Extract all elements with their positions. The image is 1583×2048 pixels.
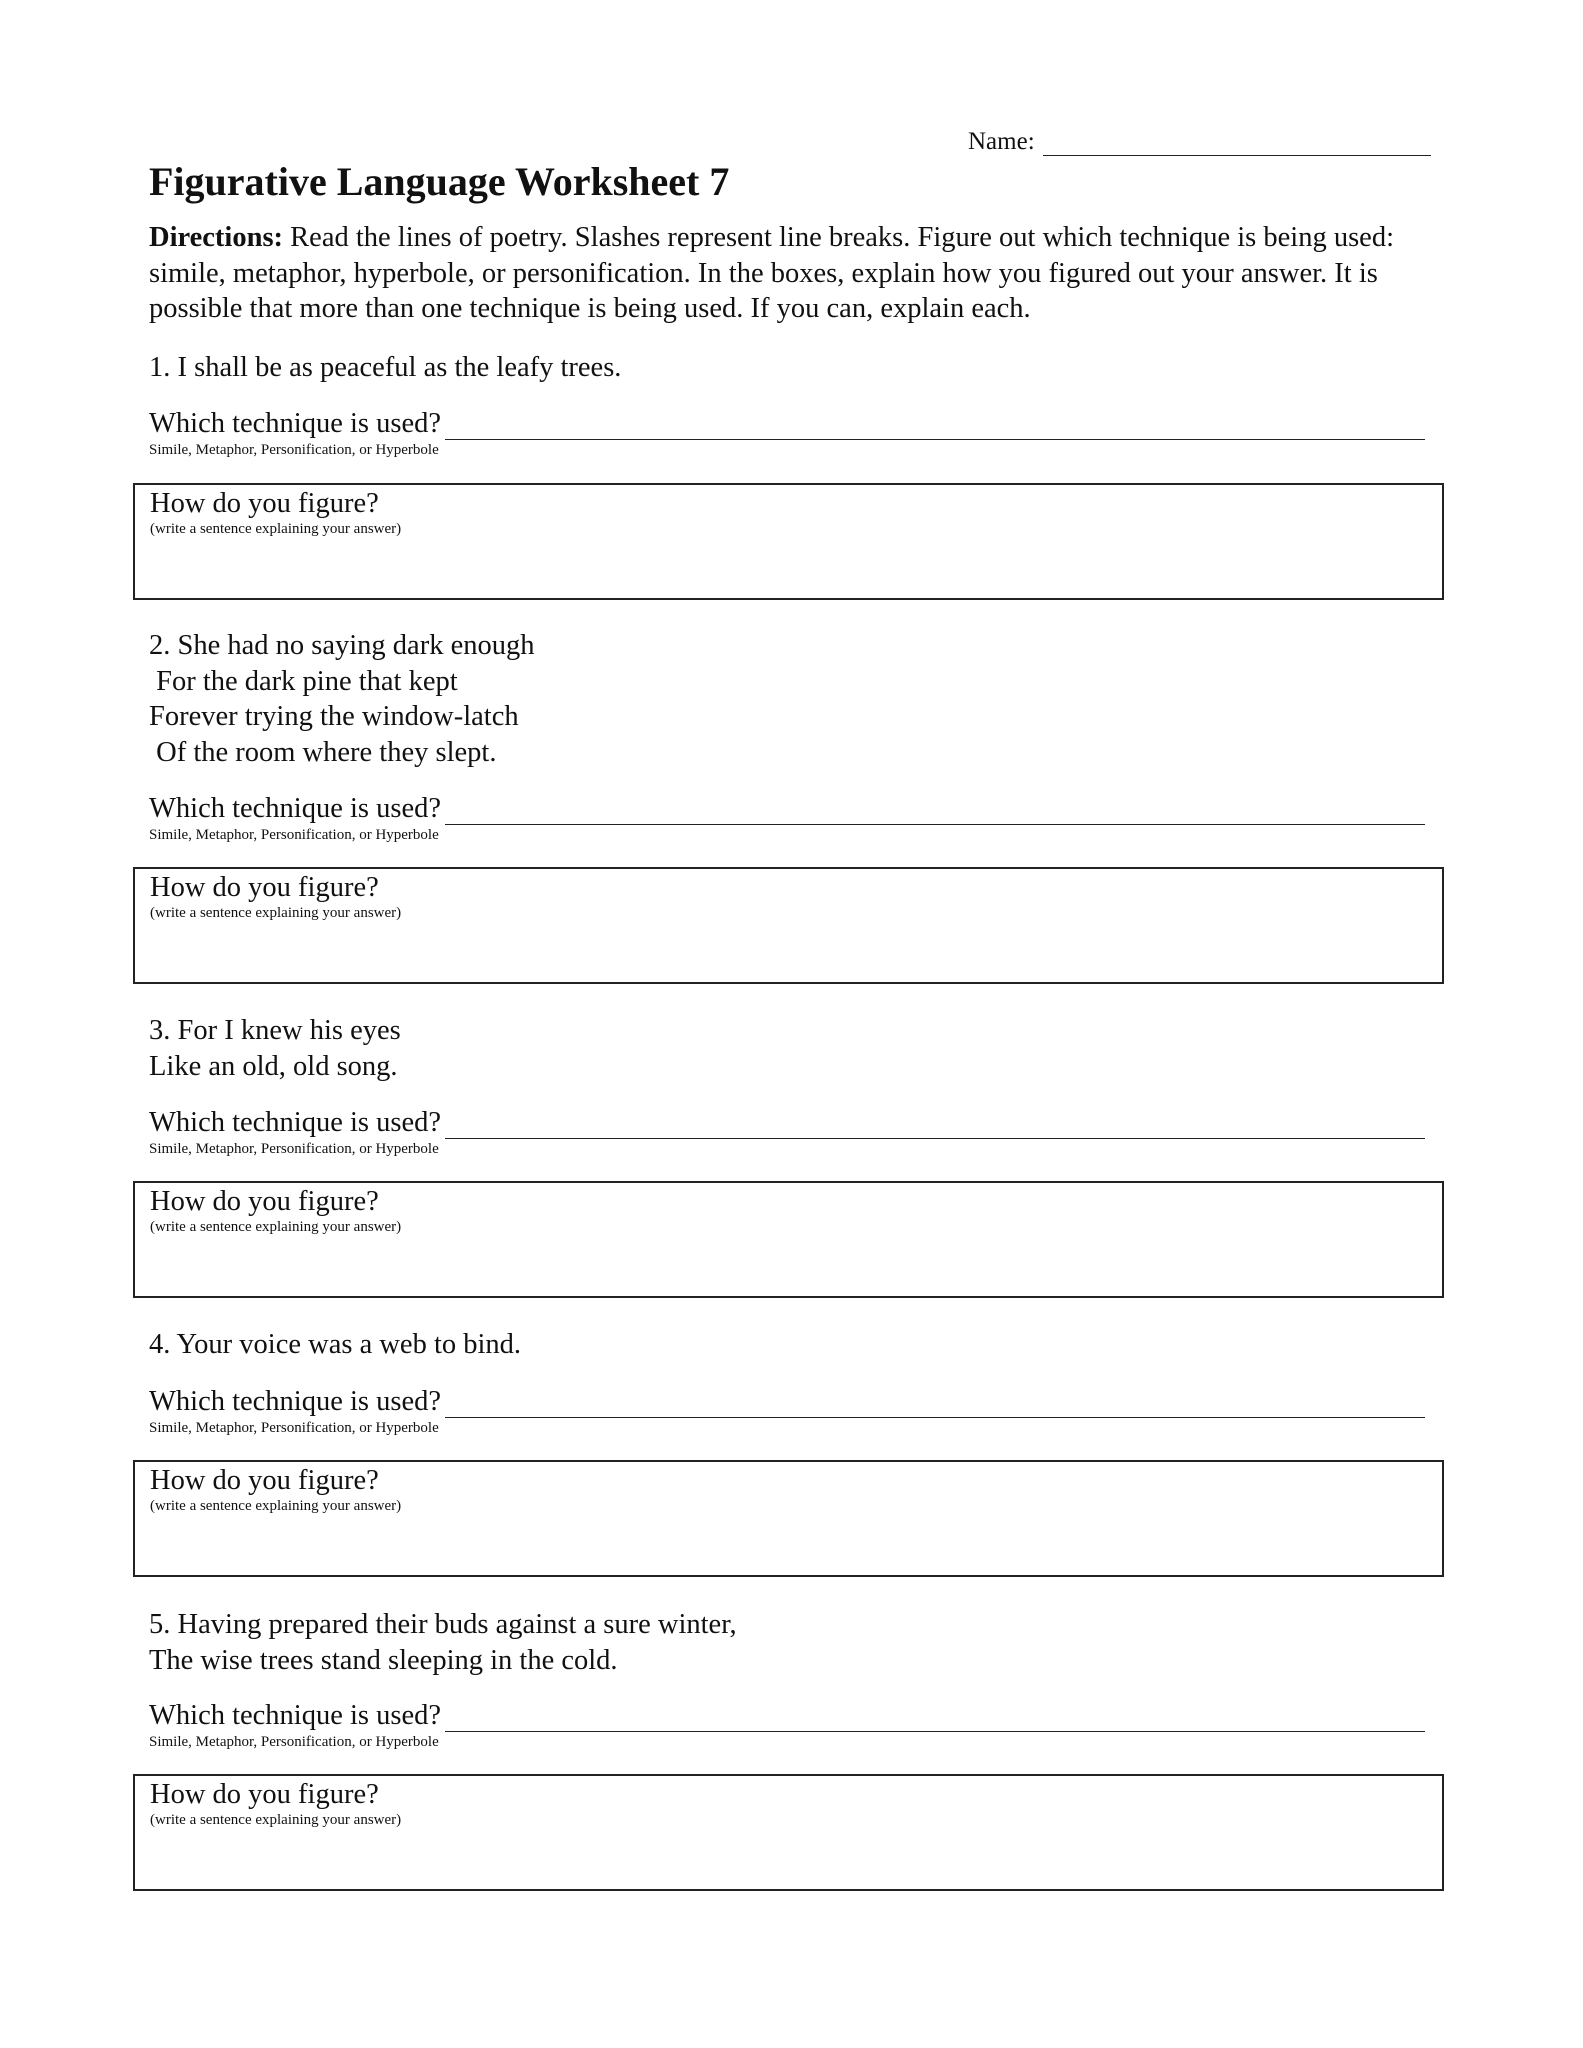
question-3 bbox=[149, 1013, 401, 1084]
technique-hint: Simile, Metaphor, Personification, or Hyperbole bbox=[149, 442, 439, 458]
technique-hint: Simile, Metaphor, Personification, or Hyperbole bbox=[149, 827, 439, 843]
question-line: 4. Your voice was a web to bind. bbox=[149, 1329, 522, 1360]
technique-blank-line[interactable] bbox=[445, 1389, 1425, 1418]
question-line: For the dark pine that kept bbox=[149, 665, 458, 697]
question-1 bbox=[149, 350, 621, 386]
question-line: Like an old, old song. bbox=[149, 1050, 398, 1082]
technique-label: Which technique is used? bbox=[149, 408, 442, 439]
figure-hint: (write a sentence explaining your answer) bbox=[150, 521, 402, 537]
technique-blank-line[interactable] bbox=[445, 796, 1425, 825]
question-4 bbox=[149, 1327, 521, 1363]
name-field bbox=[968, 128, 1431, 156]
directions-text: Read the lines of poetry. Slashes represent line breaks. Figure out which technique is being used: simile, metaphor, hyperbole, or personification. In the boxes, explain how you figured out your answer. It is possible that more than one technique is being used. If you can, explain each. bbox=[149, 222, 1394, 324]
figure-title: How do you figure? bbox=[150, 872, 379, 903]
question-line: 1. I shall be as peaceful as the leafy trees. bbox=[149, 352, 622, 383]
technique-answer-1 bbox=[149, 408, 1425, 459]
question-line: The wise trees stand sleeping in the cold. bbox=[149, 1644, 618, 1676]
technique-answer-3 bbox=[149, 1107, 1425, 1158]
figure-hint: (write a sentence explaining your answer) bbox=[150, 1498, 402, 1514]
directions-label: Directions: bbox=[149, 222, 284, 253]
question-5 bbox=[149, 1607, 737, 1678]
technique-hint: Simile, Metaphor, Personification, or Hyperbole bbox=[149, 1141, 439, 1157]
technique-answer-4 bbox=[149, 1386, 1425, 1437]
technique-label: Which technique is used? bbox=[149, 793, 442, 824]
technique-blank-line[interactable] bbox=[445, 1703, 1425, 1732]
explanation-box-2[interactable] bbox=[133, 867, 1444, 984]
question-line: Of the room where they slept. bbox=[149, 736, 497, 768]
name-label: Name: bbox=[968, 128, 1035, 155]
figure-title: How do you figure? bbox=[150, 488, 379, 519]
technique-answer-2 bbox=[149, 793, 1425, 844]
name-blank-line[interactable] bbox=[1043, 129, 1431, 156]
technique-label: Which technique is used? bbox=[149, 1107, 442, 1138]
question-line: Forever trying the window-latch bbox=[149, 701, 519, 732]
explanation-box-1[interactable] bbox=[133, 483, 1444, 600]
question-2 bbox=[149, 628, 534, 770]
technique-label: Which technique is used? bbox=[149, 1386, 442, 1417]
explanation-box-5[interactable] bbox=[133, 1774, 1444, 1891]
figure-title: How do you figure? bbox=[150, 1465, 379, 1496]
question-line: 2. She had no saying dark enough bbox=[149, 630, 535, 661]
technique-blank-line[interactable] bbox=[445, 411, 1425, 440]
explanation-box-3[interactable] bbox=[133, 1181, 1444, 1298]
figure-title: How do you figure? bbox=[150, 1779, 379, 1810]
figure-hint: (write a sentence explaining your answer) bbox=[150, 1812, 402, 1828]
explanation-box-4[interactable] bbox=[133, 1460, 1444, 1577]
technique-answer-5 bbox=[149, 1700, 1425, 1751]
technique-hint: Simile, Metaphor, Personification, or Hyperbole bbox=[149, 1420, 439, 1436]
directions bbox=[149, 220, 1449, 327]
technique-label: Which technique is used? bbox=[149, 1700, 442, 1731]
question-line: 5. Having prepared their buds against a sure winter, bbox=[149, 1609, 737, 1640]
figure-hint: (write a sentence explaining your answer) bbox=[150, 905, 402, 921]
technique-hint: Simile, Metaphor, Personification, or Hyperbole bbox=[149, 1734, 439, 1750]
technique-blank-line[interactable] bbox=[445, 1110, 1425, 1139]
figure-hint: (write a sentence explaining your answer) bbox=[150, 1219, 402, 1235]
question-line: 3. For I knew his eyes bbox=[149, 1015, 401, 1046]
figure-title: How do you figure? bbox=[150, 1186, 379, 1217]
page-title: Figurative Language Worksheet 7 bbox=[149, 159, 730, 204]
